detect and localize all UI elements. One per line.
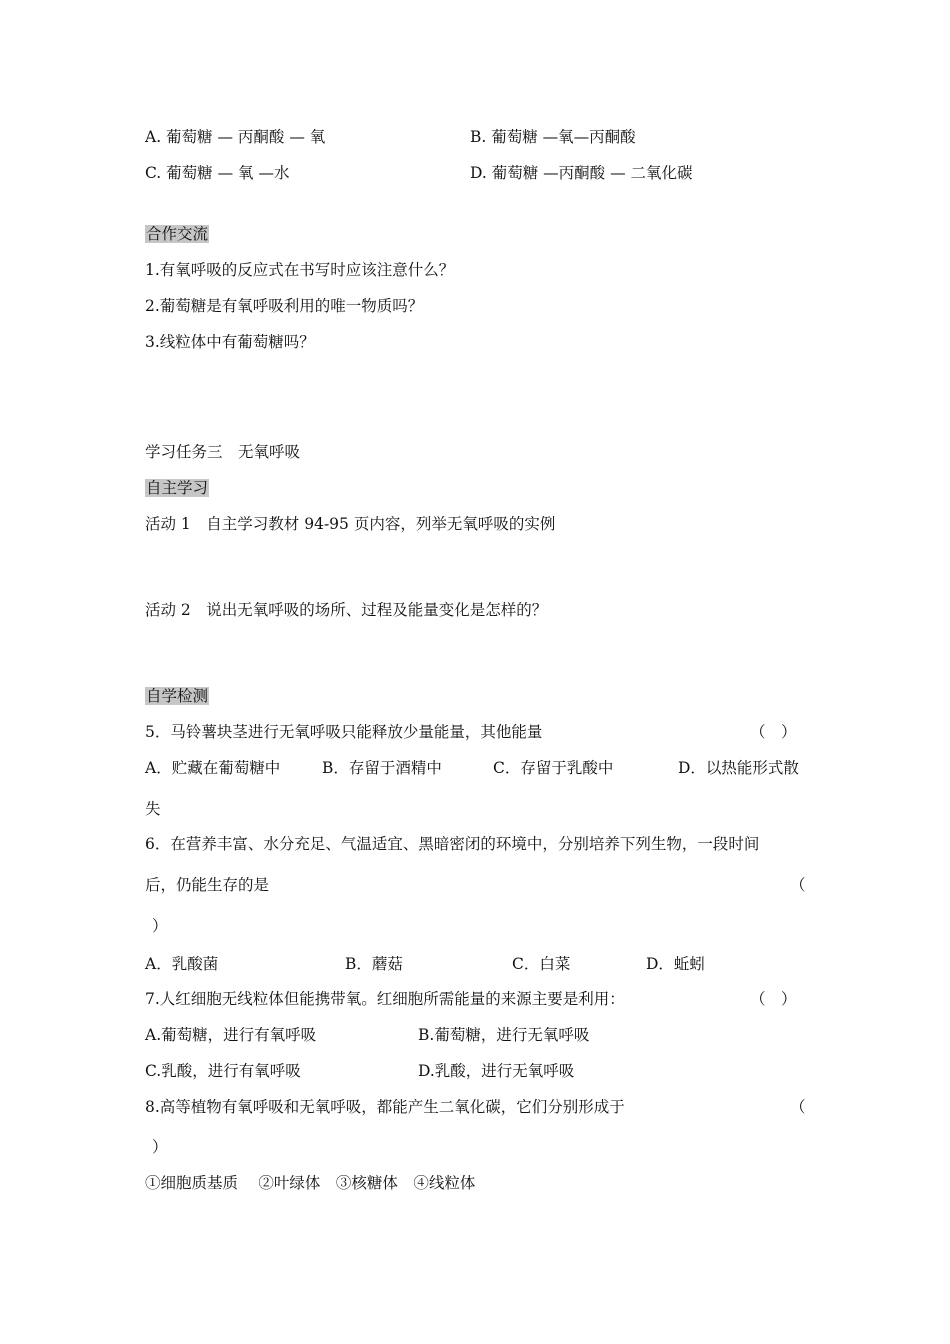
- q8-stem: 8.高等植物有氧呼吸和无氧呼吸，都能产生二氧化碳，它们分别形成于: [145, 1098, 625, 1116]
- q7-option-a: A.葡萄糖，进行有氧呼吸: [145, 1026, 317, 1044]
- q5-paren: （ ）: [750, 723, 797, 741]
- self-test-heading-text: 自学检测: [146, 687, 209, 705]
- q7-paren: （ ）: [750, 990, 797, 1008]
- q8-options: ①细胞质基质 ②叶绿体 ③核糖体 ④线粒体: [145, 1174, 476, 1192]
- q7-option-c: C.乳酸，进行有氧呼吸: [145, 1062, 301, 1080]
- q6-option-b: B．蘑菇: [345, 955, 403, 973]
- q4-option-b: B. 葡萄糖 —氧—丙酮酸: [470, 128, 636, 146]
- self-test-heading: [145, 686, 209, 706]
- coop-item-2: 2.葡萄糖是有氧呼吸利用的唯一物质吗？: [145, 297, 424, 315]
- q8-paren-close: ）: [152, 1138, 168, 1156]
- coop-item-3: 3.线粒体中有葡萄糖吗？: [145, 333, 315, 351]
- q5-stem: 5．马铃薯块茎进行无氧呼吸只能释放少量能量，其他能量: [145, 723, 543, 741]
- q6-stem-line1: 6．在营养丰富、水分充足、气温适宜、黑暗密闭的环境中，分别培养下列生物，一段时间: [145, 835, 760, 853]
- q7-option-d: D.乳酸，进行无氧呼吸: [418, 1062, 575, 1080]
- q7-option-b: B.葡萄糖，进行无氧呼吸: [418, 1026, 590, 1044]
- q6-option-c: C．白菜: [512, 955, 571, 973]
- coop-heading: [145, 224, 209, 244]
- q5-option-d: D．以热能形式散: [678, 759, 799, 777]
- q6-option-a: A．乳酸菌: [145, 955, 219, 973]
- q6-stem-line2: 后，仍能生存的是: [145, 876, 270, 894]
- activity-1: 活动 1 自主学习教材 94-95 页内容，列举无氧呼吸的实例: [145, 515, 556, 533]
- q6-paren-close: ）: [152, 917, 168, 935]
- task3-title: 学习任务三 无氧呼吸: [145, 443, 301, 461]
- q4-option-c: C. 葡萄糖 — 氧 —水: [145, 164, 290, 182]
- q5-option-a: A．贮藏在葡萄糖中: [145, 759, 281, 777]
- activity-2: 活动 2 说出无氧呼吸的场所、过程及能量变化是怎样的？: [145, 601, 548, 619]
- coop-heading-text: 合作交流: [146, 225, 209, 243]
- q5-option-b: B．存留于酒精中: [322, 759, 442, 777]
- q6-paren-open: （: [790, 876, 806, 894]
- q7-stem: 7.人红细胞无线粒体但能携带氧。红细胞所需能量的来源主要是利用：: [145, 990, 625, 1008]
- coop-item-1: 1.有氧呼吸的反应式在书写时应该注意什么？: [145, 261, 455, 279]
- q4-option-d: D. 葡萄糖 —丙酮酸 — 二氧化碳: [470, 164, 693, 182]
- q5-wrap: 失: [145, 800, 161, 818]
- self-study-heading: [145, 478, 209, 498]
- q4-option-a: A. 葡萄糖 — 丙酮酸 — 氧: [145, 128, 326, 146]
- self-study-heading-text: 自主学习: [146, 479, 209, 497]
- q6-option-d: D．蚯蚓: [646, 955, 705, 973]
- q8-paren-open: （: [790, 1098, 806, 1116]
- q5-option-c: C．存留于乳酸中: [493, 759, 614, 777]
